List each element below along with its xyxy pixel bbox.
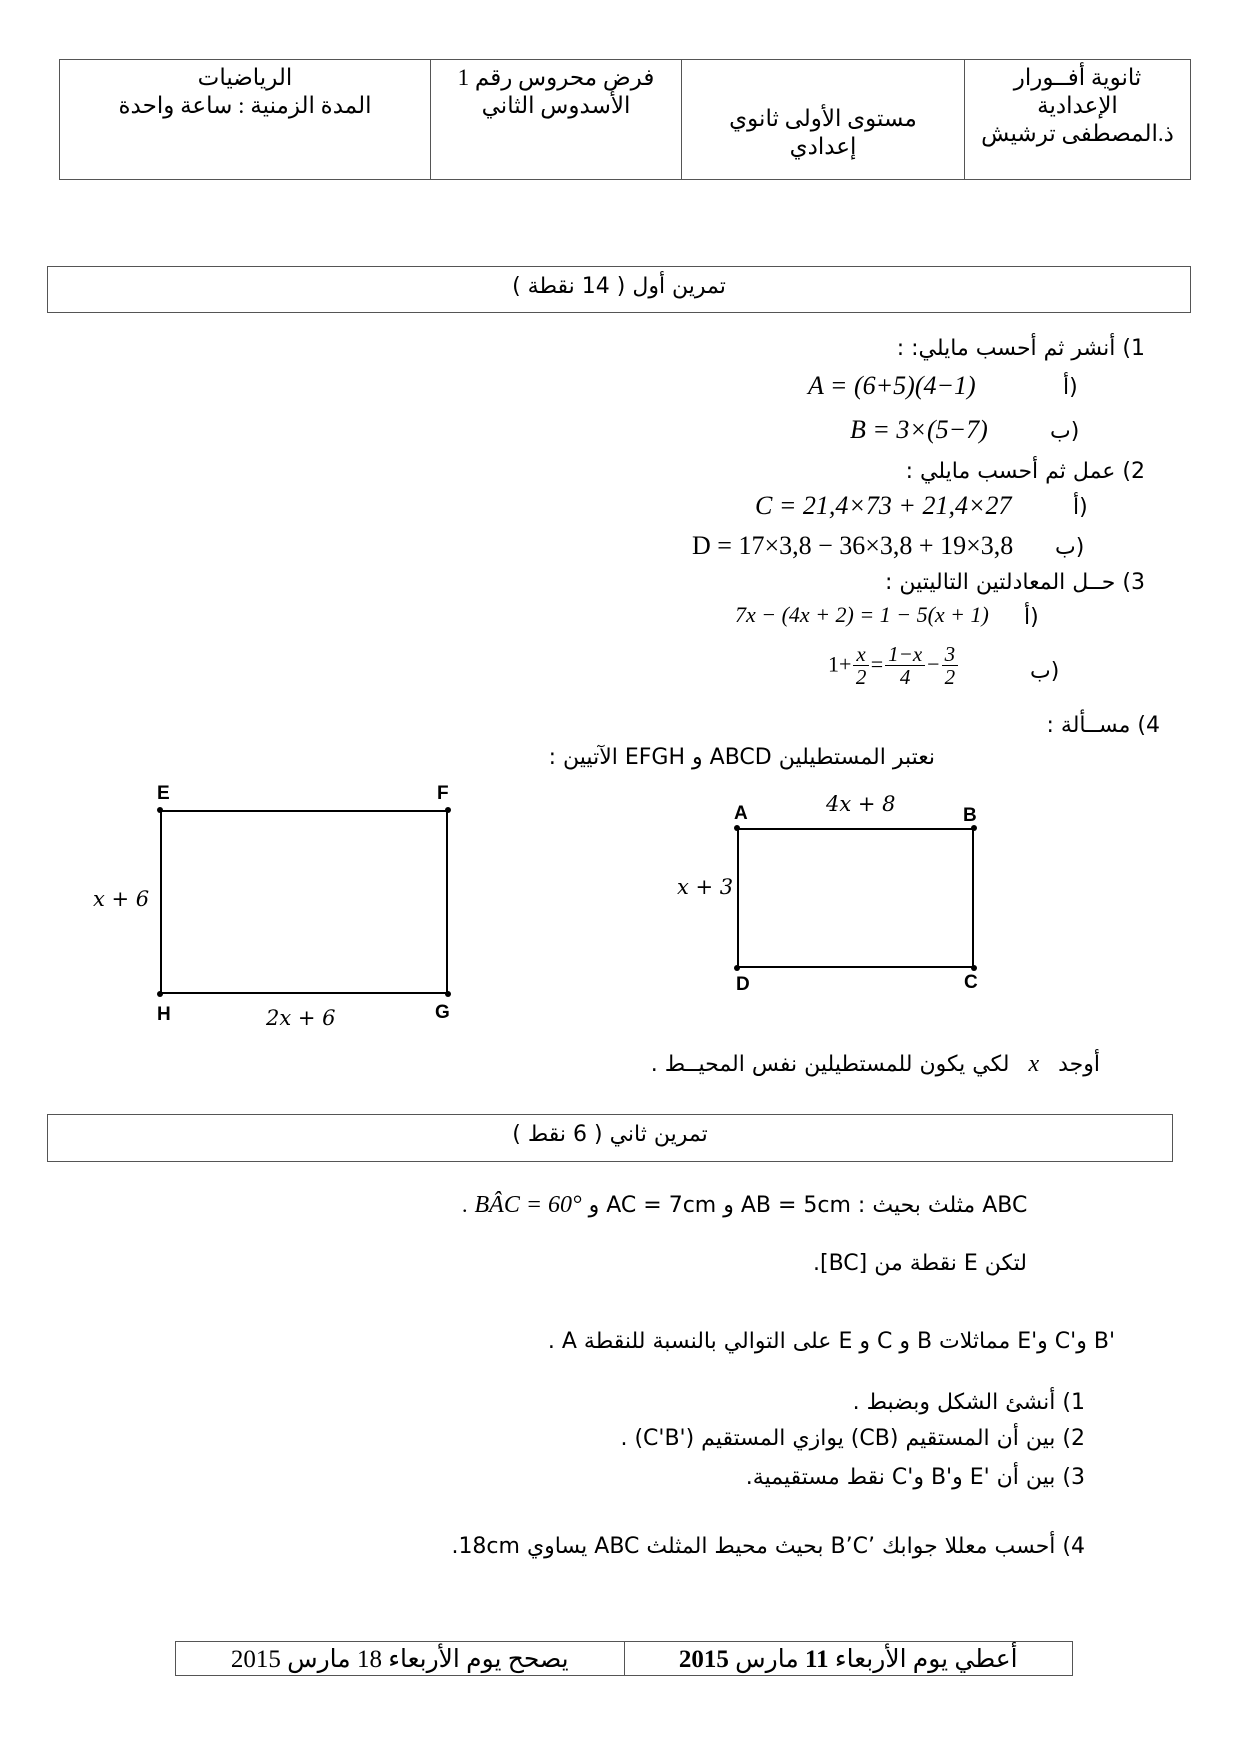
dim-4x-plus-8: 4x + 8 [826,792,896,816]
ex2-line2: لتكن E نقطة من [BC]. [813,1251,1027,1276]
label-d: D [736,974,750,995]
point-h [157,991,163,997]
rectangle-abcd [737,828,974,968]
exercise1-title: تمرين أول ( 14 نقطة ) [512,274,726,299]
duration: المدة الزمنية : ساعة واحدة [118,93,372,118]
q3b-label: ب) [1030,659,1060,684]
exam-title: فرض محروس رقم 1 [457,65,655,90]
point-c [971,965,977,971]
ex2-q1: 1) أنشئ الشكل وبضبط . [852,1390,1085,1415]
subject: الرياضيات [197,65,293,90]
q3a-label: أ) [1024,605,1039,630]
header-table [59,59,1191,180]
header-level-cell [682,60,965,180]
q2a-label: أ) [1073,495,1088,520]
footer-corrected: يصحح يوم الأربعاء 18 مارس 2015 [176,1642,625,1676]
label-e: E [157,783,170,804]
point-d [734,965,740,971]
point-f [445,807,451,813]
q2-instruction: 2) عمل ثم أحسب مايلي : [905,459,1145,484]
dim-2x-plus-6: 2x + 6 [266,1006,336,1030]
q3b-expression: 1+ $\frac{x}{2}$ = $\frac{1-x}{4}$ − $\frac{3}{2}$ [828,643,960,688]
q4-instruction: 4) مســألة : [1046,713,1160,738]
header-subject-cell [60,60,431,180]
exercise2-title: تمرين ثاني ( 6 نقط ) [512,1122,708,1147]
footer-table [175,1641,1073,1676]
dim-x-plus-3: x + 3 [677,875,734,899]
q1-instruction: 1) أنشر ثم أحسب مايلي: : [896,336,1145,361]
header-school-cell [965,60,1191,180]
q3-instruction: 3) حــل المعادلتين التاليتين : [884,570,1145,595]
q3a-expression: 7x − (4x + 2) = 1 − 5(x + 1) [735,602,989,627]
rectangle-efgh [160,810,448,994]
q1b-label: ب) [1050,419,1080,444]
q4-text: نعتبر المستطيلين ABCD و EFGH الآتيين : [548,745,935,770]
school-name: ثانوية أفــورار الإعدادية [1013,65,1142,118]
label-b: B [963,805,977,826]
level: مستوى الأولى ثانوي إعدادي [729,105,917,159]
q2a-expression: C = 21,4×73 + 21,4×27 [755,491,1012,520]
ex2-line3: 'B و'C و'E مماثلات B و C و E على التوالي بالنسبة للنقطة A . [547,1329,1115,1354]
exercise2-title-box [47,1114,1173,1162]
label-g: G [435,1002,450,1023]
q4-find: أوجد x لكي يكون للمستطيلين نفس المحيــط . [650,1051,1100,1077]
dim-x-plus-6: x + 6 [93,887,150,911]
ex2-q4: 4) أحسب معللا جوابك ’B’C بحيث محيط المثلث ABC يساوي 18cm. [451,1534,1085,1559]
exercise1-title-box [47,266,1191,313]
q1a-expression: A = (6+5)(4−1) [808,371,976,400]
header-exam-cell [431,60,682,180]
q1a-label: أ) [1063,375,1078,400]
point-e [157,807,163,813]
ex2-q3: 3) بين أن 'E و'B و'C نقط مستقيمية. [745,1465,1085,1490]
q2b-expression: D = 17×3,8 − 36×3,8 + 19×3,8 [692,531,1014,560]
ex2-q2: 2) بين أن المستقيم (CB) يوازي المستقيم ('C'B) . [620,1426,1085,1451]
label-a: A [734,803,748,824]
ex2-line1: . BÂC = 60° ABC مثلث بحيث : AB = 5cm و AC = 7cm و [462,1192,1028,1218]
point-g [445,991,451,997]
fraction-1-minus-x-over-4: $\frac{1-x}{4}$ [885,643,925,688]
fraction-x-over-2: $\frac{x}{2}$ [853,643,868,688]
label-h: H [157,1004,171,1025]
teacher-name: ذ.المصطفى ترشيش [981,121,1174,146]
point-a [734,825,740,831]
semester: الأسدوس الثاني [481,93,631,118]
q1b-expression: B = 3×(5−7) [850,415,988,444]
label-c: C [964,972,978,993]
footer-given: أعطي يوم الأربعاء 11 مارس 2015 [624,1642,1073,1676]
label-f: F [437,783,449,804]
q2b-label: ب) [1055,535,1085,560]
fraction-3-over-2: $\frac{3}{2}$ [942,643,959,688]
